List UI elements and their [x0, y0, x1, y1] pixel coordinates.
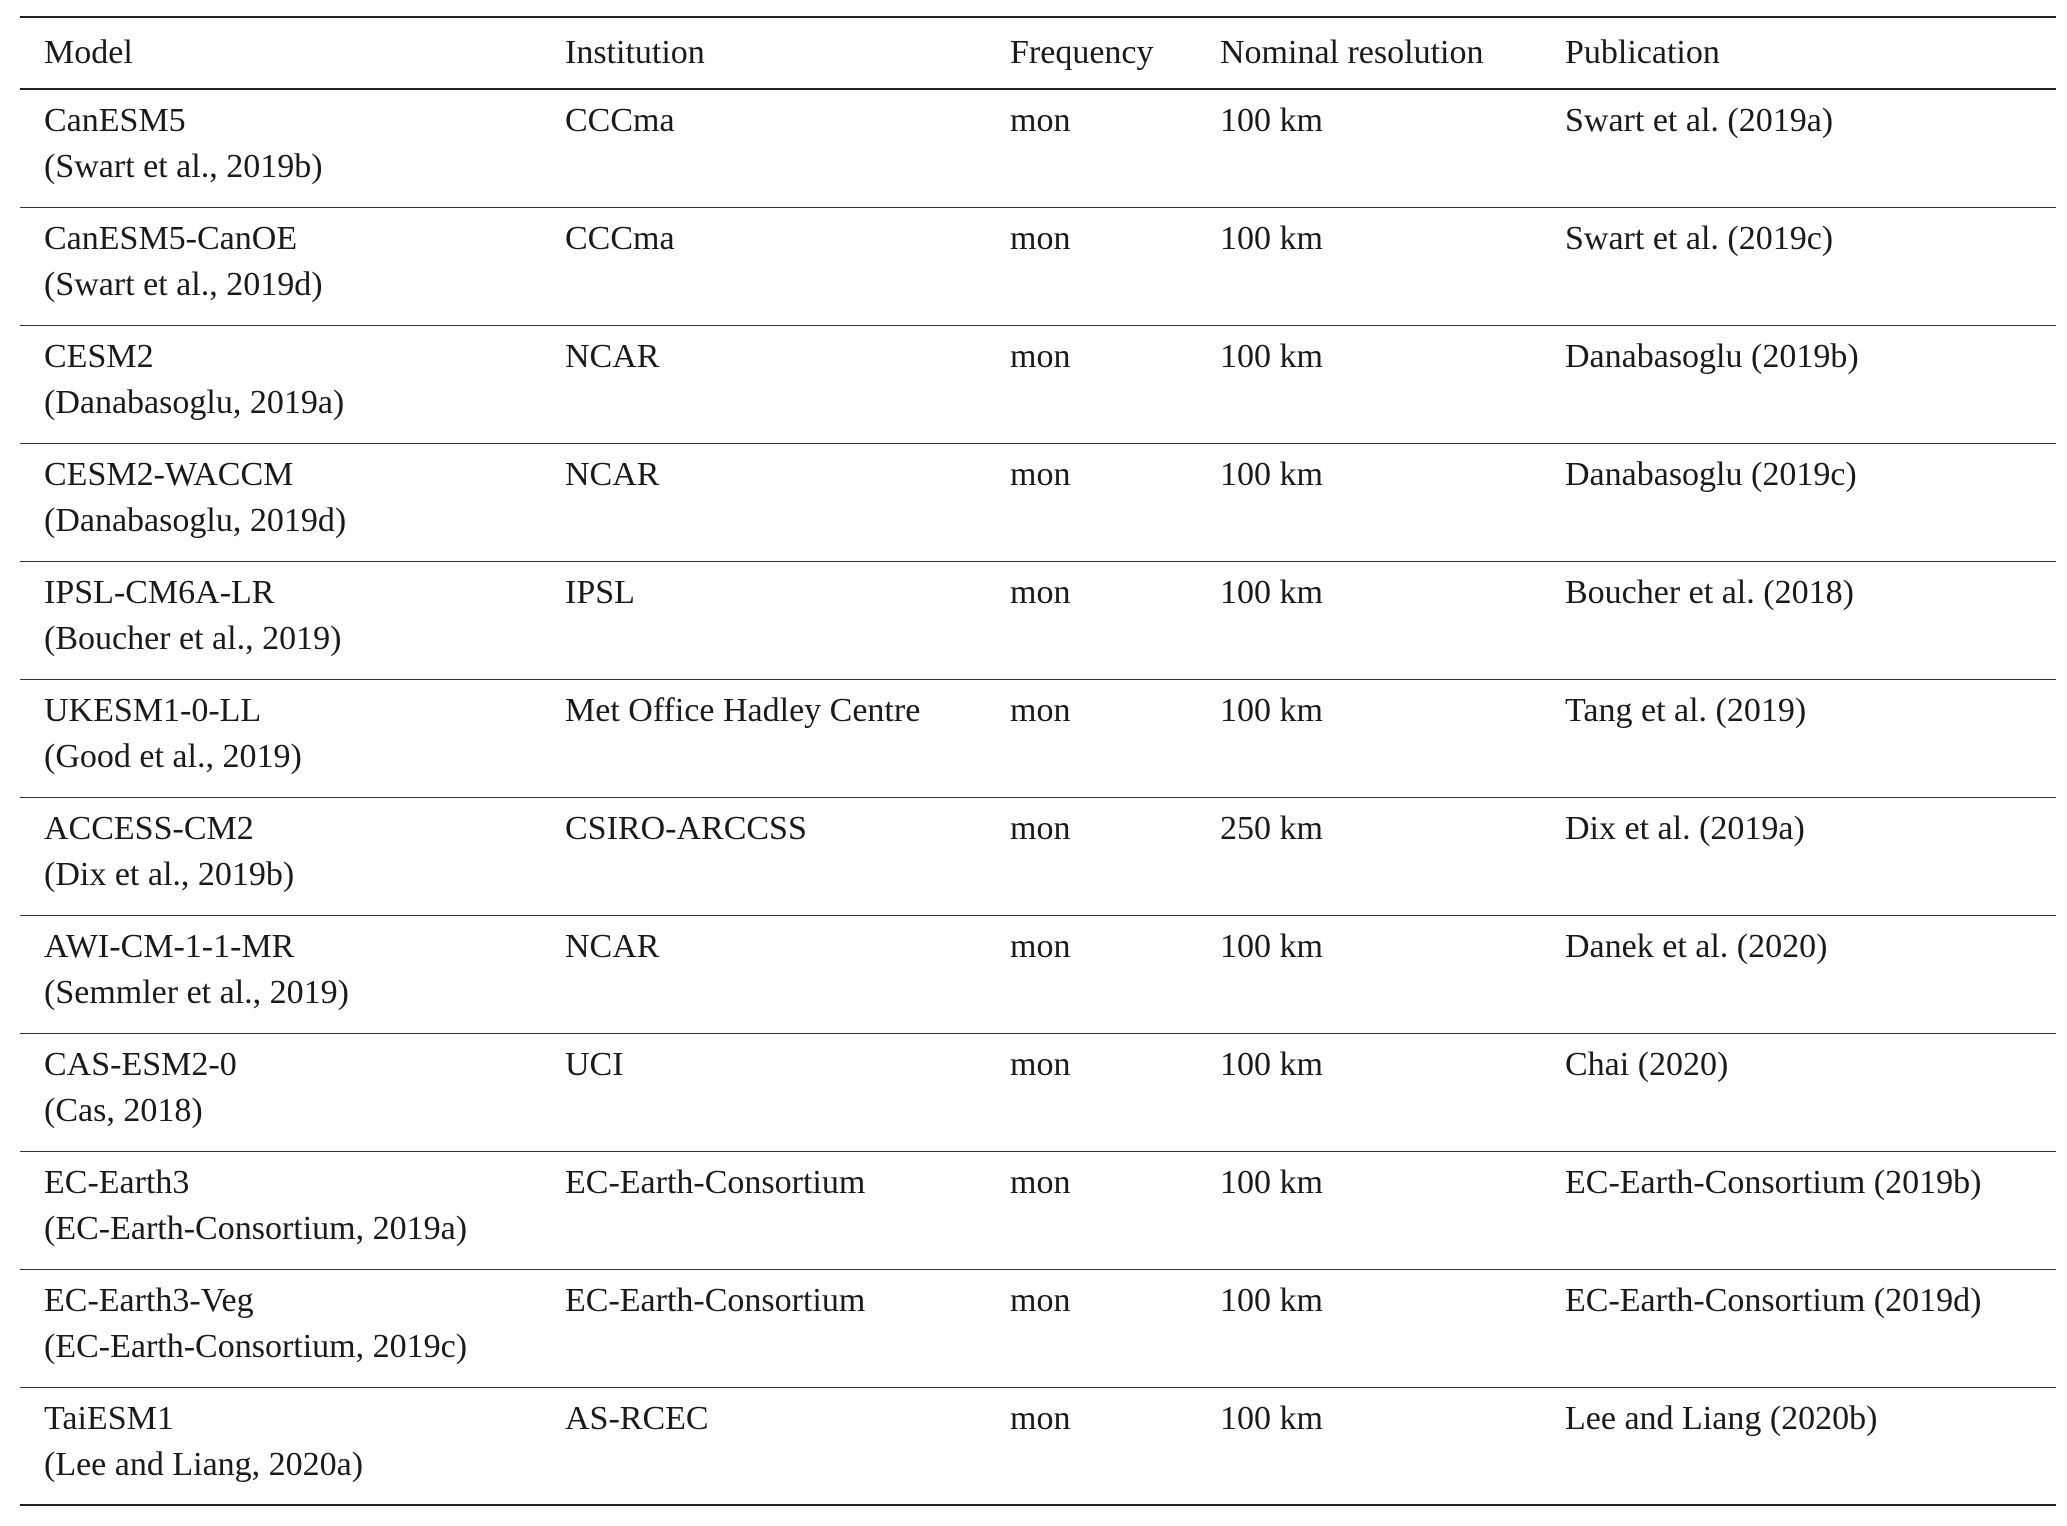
table-row	[20, 207, 2056, 325]
model-reference: (Lee and Liang, 2020a)	[44, 1445, 364, 1483]
institution-cell: EC-Earth-Consortium	[541, 1269, 986, 1387]
model-reference: (Swart et al., 2019b)	[44, 148, 323, 185]
header-publication: Publication	[1541, 17, 2056, 89]
model-reference: (EC-Earth-Consortium, 2019c)	[44, 1327, 468, 1365]
institution-cell: NCAR	[541, 325, 986, 443]
model-reference: (EC-Earth-Consortium, 2019a)	[44, 1209, 468, 1247]
model-cell	[20, 1033, 541, 1151]
frequency-cell: mon	[986, 561, 1196, 679]
table-row	[20, 797, 2056, 915]
model-cell	[20, 1387, 541, 1505]
frequency-cell: mon	[986, 443, 1196, 561]
model-reference: (Danabasoglu, 2019a)	[44, 383, 345, 421]
frequency-cell: mon	[986, 1269, 1196, 1387]
institution-cell: CCCma	[541, 207, 986, 325]
table-row	[20, 325, 2056, 443]
nominal-resolution-cell: 100 km	[1196, 1269, 1541, 1387]
model-name: CanESM5-CanOE	[44, 219, 298, 257]
model-reference: (Danabasoglu, 2019d)	[44, 501, 347, 539]
table-header	[20, 17, 2056, 89]
table-row	[20, 1387, 2056, 1505]
nominal-resolution-cell: 100 km	[1196, 1151, 1541, 1269]
publication-cell: Tang et al. (2019)	[1541, 679, 2056, 797]
nominal-resolution-cell: 100 km	[1196, 915, 1541, 1033]
model-name: UKESM1-0-LL	[44, 691, 262, 729]
model-table	[20, 16, 2056, 1506]
model-cell	[20, 1269, 541, 1387]
institution-cell: IPSL	[541, 561, 986, 679]
publication-cell: Swart et al. (2019c)	[1541, 207, 2056, 325]
institution-cell: EC-Earth-Consortium	[541, 1151, 986, 1269]
nominal-resolution-cell: 100 km	[1196, 325, 1541, 443]
frequency-cell: mon	[986, 1151, 1196, 1269]
model-reference: (Semmler et al., 2019)	[44, 973, 349, 1011]
nominal-resolution-cell: 100 km	[1196, 1033, 1541, 1151]
table-body	[20, 89, 2056, 1505]
publication-cell: Lee and Liang (2020b)	[1541, 1387, 2056, 1505]
table-row	[20, 443, 2056, 561]
nominal-resolution-cell: 100 km	[1196, 561, 1541, 679]
table-row	[20, 1033, 2056, 1151]
model-name: TaiESM1	[44, 1399, 174, 1437]
frequency-cell: mon	[986, 325, 1196, 443]
header-row	[20, 17, 2056, 89]
publication-cell: Dix et al. (2019a)	[1541, 797, 2056, 915]
model-cell	[20, 443, 541, 561]
nominal-resolution-cell: 100 km	[1196, 89, 1541, 207]
publication-cell: Swart et al. (2019a)	[1541, 89, 2056, 207]
nominal-resolution-cell: 100 km	[1196, 443, 1541, 561]
model-name: EC-Earth3-Veg	[44, 1281, 254, 1319]
table-row	[20, 915, 2056, 1033]
institution-cell: UCI	[541, 1033, 986, 1151]
header-frequency: Frequency	[986, 17, 1196, 89]
model-name: AWI-CM-1-1-MR	[44, 927, 295, 965]
nominal-resolution-cell: 100 km	[1196, 679, 1541, 797]
nominal-resolution-cell: 100 km	[1196, 1387, 1541, 1505]
model-cell	[20, 679, 541, 797]
model-reference: (Dix et al., 2019b)	[44, 855, 295, 893]
nominal-resolution-cell: 100 km	[1196, 207, 1541, 325]
model-name: CESM2-WACCM	[44, 455, 294, 493]
nominal-resolution-cell: 250 km	[1196, 797, 1541, 915]
table-row	[20, 679, 2056, 797]
table-row	[20, 1269, 2056, 1387]
header-model: Model	[20, 17, 541, 89]
model-name: CESM2	[44, 337, 154, 375]
institution-cell: CSIRO-ARCCSS	[541, 797, 986, 915]
institution-cell: NCAR	[541, 443, 986, 561]
publication-cell: Boucher et al. (2018)	[1541, 561, 2056, 679]
publication-cell: Danabasoglu (2019c)	[1541, 443, 2056, 561]
publication-cell: Danabasoglu (2019b)	[1541, 325, 2056, 443]
model-cell	[20, 89, 541, 207]
model-cell	[20, 561, 541, 679]
model-reference: (Cas, 2018)	[44, 1091, 203, 1129]
model-table-container	[20, 16, 2056, 1506]
model-cell	[20, 325, 541, 443]
institution-cell: CCCma	[541, 89, 986, 207]
model-name: CAS-ESM2-0	[44, 1045, 237, 1083]
publication-cell: EC-Earth-Consortium (2019d)	[1541, 1269, 2056, 1387]
model-name: EC-Earth3	[44, 1163, 190, 1201]
institution-cell: Met Office Hadley Centre	[541, 679, 986, 797]
model-cell	[20, 915, 541, 1033]
model-name: ACCESS-CM2	[44, 809, 254, 847]
model-cell	[20, 797, 541, 915]
model-cell	[20, 1151, 541, 1269]
model-cell	[20, 207, 541, 325]
header-nominal-resolution: Nominal resolution	[1196, 17, 1541, 89]
institution-cell: AS-RCEC	[541, 1387, 986, 1505]
frequency-cell: mon	[986, 207, 1196, 325]
frequency-cell: mon	[986, 1387, 1196, 1505]
publication-cell: EC-Earth-Consortium (2019b)	[1541, 1151, 2056, 1269]
institution-cell: NCAR	[541, 915, 986, 1033]
table-row	[20, 89, 2056, 207]
frequency-cell: mon	[986, 89, 1196, 207]
table-row	[20, 561, 2056, 679]
frequency-cell: mon	[986, 915, 1196, 1033]
frequency-cell: mon	[986, 679, 1196, 797]
model-name: IPSL-CM6A-LR	[44, 573, 275, 611]
table-row	[20, 1151, 2056, 1269]
frequency-cell: mon	[986, 797, 1196, 915]
model-name: CanESM5	[44, 102, 186, 139]
model-reference: (Good et al., 2019)	[44, 737, 302, 775]
publication-cell: Danek et al. (2020)	[1541, 915, 2056, 1033]
model-reference: (Boucher et al., 2019)	[44, 619, 342, 657]
header-institution: Institution	[541, 17, 986, 89]
frequency-cell: mon	[986, 1033, 1196, 1151]
model-reference: (Swart et al., 2019d)	[44, 265, 323, 303]
publication-cell: Chai (2020)	[1541, 1033, 2056, 1151]
